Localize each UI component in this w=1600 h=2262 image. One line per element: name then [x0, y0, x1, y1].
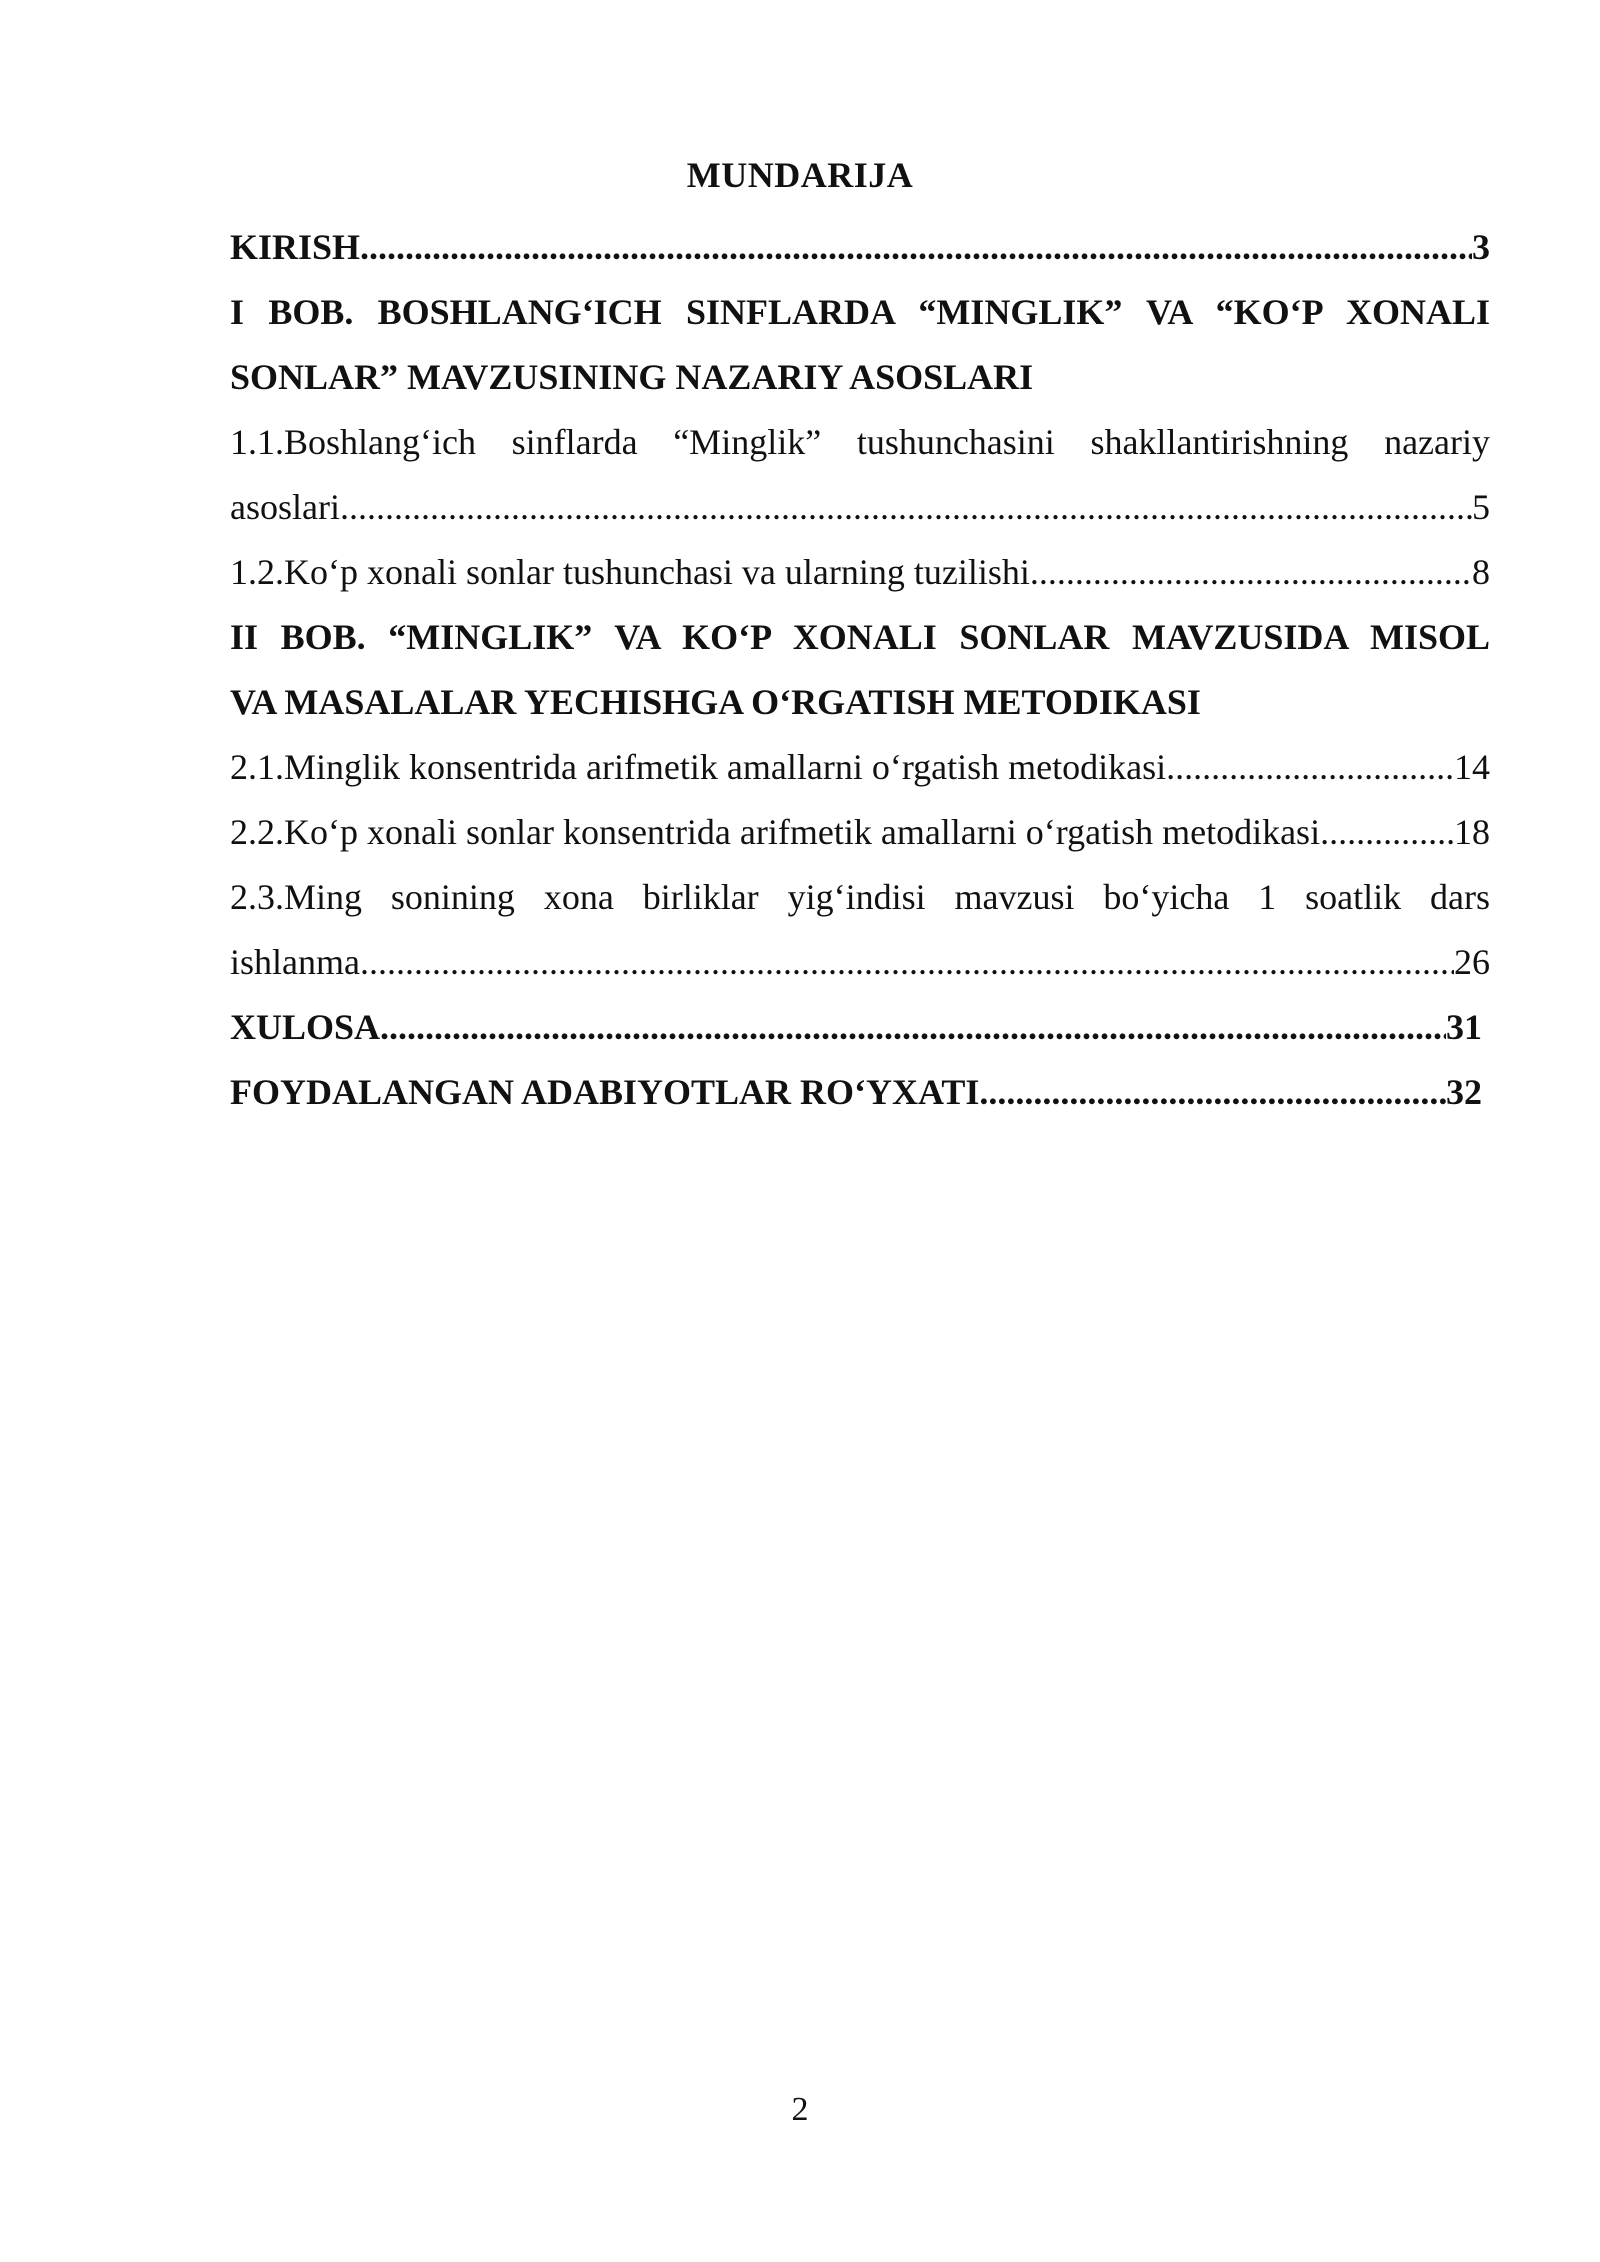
table-of-contents	[230, 215, 1490, 1125]
toc-entry-text: KIRISH	[230, 227, 361, 267]
dot-leader	[1030, 540, 1472, 605]
toc-page-number: 18	[1454, 812, 1490, 852]
toc-section-1-2	[230, 540, 1490, 605]
dot-leader	[1166, 735, 1454, 800]
toc-entry-xulosa	[230, 995, 1482, 1060]
toc-page-number: 8	[1472, 552, 1490, 592]
toc-page-number: 14	[1454, 747, 1490, 787]
toc-section-1-1-line-2	[230, 475, 1490, 540]
toc-entry-text: XULOSA	[230, 1007, 381, 1047]
toc-entry-text: 1.2.Ko‘p xonali sonlar tushunchasi va ularning tuzilishi	[230, 552, 1030, 592]
dot-leader	[979, 1060, 1446, 1125]
toc-entry-text: FOYDALANGAN ADABIYOTLAR RO‘YXATI	[230, 1072, 980, 1112]
page-number: 2	[791, 2091, 809, 2128]
toc-section-2-2	[230, 800, 1490, 865]
dot-leader	[380, 995, 1446, 1060]
toc-chapter-1-line-2: SONLAR” MAVZUSINING NAZARIY ASOSLARI	[230, 357, 1034, 397]
toc-page-number: 31	[1446, 1007, 1482, 1047]
toc-section-2-3-line-2	[230, 930, 1490, 995]
toc-entry-kirish	[230, 215, 1490, 280]
dot-leader	[360, 215, 1472, 280]
toc-chapter-2-line-1: II BOB. “MINGLIK” VA KO‘P XONALI SONLAR MAVZUSIDA MISOL	[230, 617, 1490, 657]
toc-page-number: 3	[1472, 227, 1490, 267]
toc-section-2-1	[230, 735, 1490, 800]
toc-entry-text: asoslari	[230, 487, 340, 527]
toc-page-number: 26	[1454, 942, 1490, 982]
toc-section-1-1-line-1: 1.1.Boshlang‘ich sinflarda “Minglik” tushunchasini shakllantirishning nazariy	[230, 422, 1490, 462]
toc-page-number: 32	[1446, 1072, 1482, 1112]
toc-chapter-1-line-1: I BOB. BOSHLANG‘ICH SINFLARDA “MINGLIK” VA “KO‘P XONALI	[230, 292, 1490, 332]
toc-page-number: 5	[1472, 487, 1490, 527]
toc-entry-text: ishlanma	[230, 942, 360, 982]
dot-leader	[1320, 800, 1454, 865]
toc-chapter-2-line-2: VA MASALALAR YECHISHGA O‘RGATISH METODIKASI	[230, 682, 1201, 722]
toc-entry-text: 2.1.Minglik konsentrida arifmetik amallarni o‘rgatish metodikasi	[230, 747, 1167, 787]
dot-leader	[340, 475, 1472, 540]
toc-entry-adabiyotlar	[230, 1060, 1482, 1125]
toc-section-2-3-line-1: 2.3.Ming sonining xona birliklar yig‘indisi mavzusi bo‘yicha 1 soatlik dars	[230, 877, 1490, 917]
toc-entry-text: 2.2.Ko‘p xonali sonlar konsentrida arifmetik amallarni o‘rgatish metodikasi	[230, 812, 1321, 852]
dot-leader	[360, 930, 1454, 995]
page-title: MUNDARIJA	[686, 155, 914, 195]
